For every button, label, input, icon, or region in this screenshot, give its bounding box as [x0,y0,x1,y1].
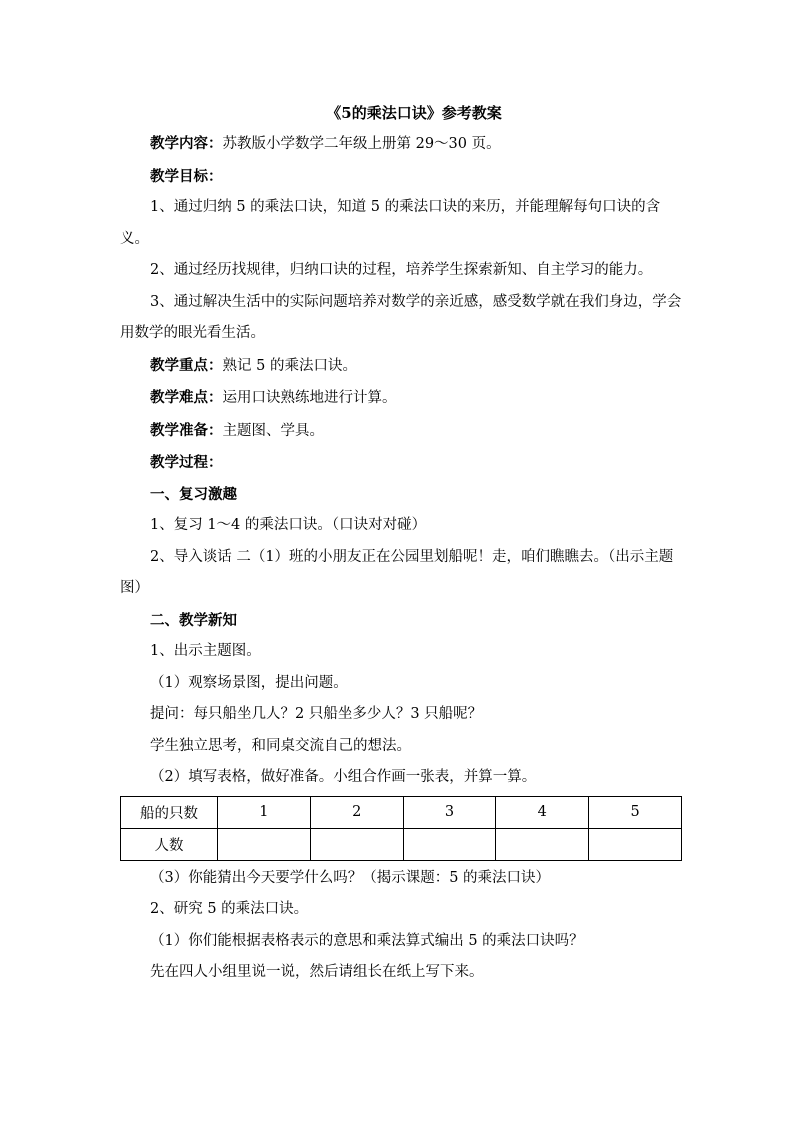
prep-line [120,415,682,448]
section-2-para-3: 提问：每只船坐几人？2 只船坐多少人？3 只船呢？ [150,706,483,722]
table-cell: 5 [589,796,682,828]
table-cell [403,828,496,860]
document-title: 《5的乘法口诀》参考教案 [326,104,502,122]
content-label: 教学内容： [150,135,223,152]
section-2-para-2: （1）观察场景图，提出问题。 [150,674,348,691]
prep-label: 教学准备： [150,421,223,439]
table-header-cell: 船的只数 [121,796,218,828]
section-2-heading: 二、教学新知 [150,611,237,629]
table-cell [218,828,311,860]
table-cell [589,828,682,860]
table-row [121,796,682,828]
table-row [121,828,682,860]
section-2-para-4: 学生独立思考，和同桌交流自己的想法。 [150,737,411,754]
goal-1: 1、通过归纳 5 的乘法口诀，知道 5 的乘法口诀的来历，并能理解每句口诀的含义。 [120,199,661,247]
difficulty-line [120,382,682,415]
prep-text: 主题图、学具。 [222,422,324,439]
content-text: 苏教版小学数学二年级上册第 29～30 页。 [222,136,501,152]
difficulty-label: 教学难点： [150,389,223,406]
process-label: 教学过程： [150,454,223,471]
content-line [120,128,682,161]
key-point-text: 熟记 5 的乘法口诀。 [222,357,357,374]
difficulty-text: 运用口诀熟练地进行计算。 [222,390,397,406]
section-2-para-6: （3）你能猜出今天要学什么吗？（揭示课题：5 的乘法口诀） [150,869,551,886]
key-point-label: 教学重点： [150,356,223,374]
table-cell [310,828,403,860]
table-cell: 4 [496,796,589,828]
section-2-para-9: 先在四人小组里说一说，然后请组长在纸上写下来。 [150,964,484,980]
goal-2: 2、通过经历找规律，归纳口诀的过程，培养学生探索新知、自主学习的能力。 [150,262,653,278]
document-body [120,98,682,989]
table-cell [496,828,589,860]
key-point-line [120,350,682,383]
table-cell: 3 [403,796,496,828]
goal-3: 3、通过解决生活中的实际问题培养对数学的亲近感，感受数学就在我们身边，学会用数学的眼光看生活。 [120,293,682,341]
section-2-para-7: 2、研究 5 的乘法口诀。 [150,901,309,917]
section-1-para-2: 2、导入谈话 二（1）班的小朋友正在公园里划船呢！走，咱们瞧瞧去。（出示主题图） [120,548,674,596]
boat-count-table [120,796,682,861]
section-1-para-1: 1、复习 1～4 的乘法口诀。（口诀对对碰） [150,517,427,533]
table-cell: 2 [310,796,403,828]
section-2-para-8: （1）你们能根据表格表示的意思和乘法算式编出 5 的乘法口诀吗？ [150,932,584,949]
section-2-para-1: 1、出示主题图。 [150,643,261,659]
table-header-cell: 人数 [121,828,218,860]
table-cell: 1 [218,796,311,828]
goals-label: 教学目标： [150,167,223,185]
section-1-heading: 一、复习激趣 [150,485,237,503]
section-2-para-5: （2）填写表格，做好准备。小组合作画一张表，并算一算。 [150,769,537,785]
